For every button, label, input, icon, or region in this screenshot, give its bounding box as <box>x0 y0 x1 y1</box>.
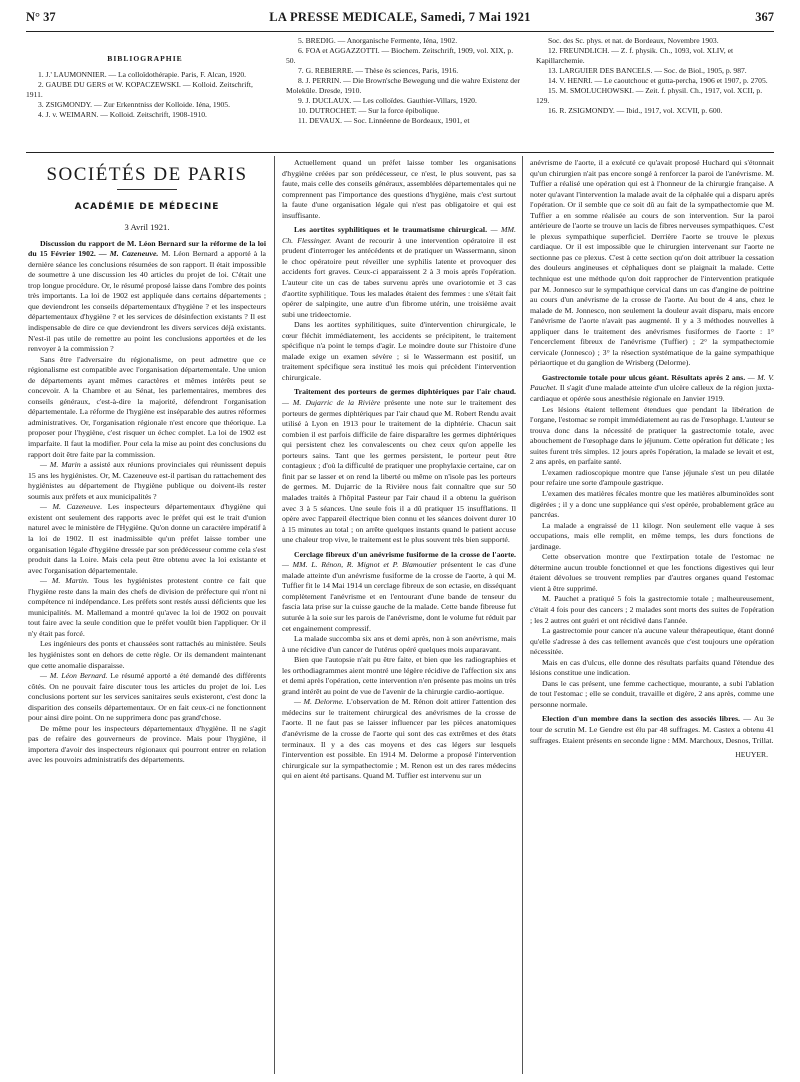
article-heading: Traitement des porteurs de germes diphtériques par l'air chaud. <box>294 387 516 397</box>
bibliography-column-3 <box>536 36 774 116</box>
column-divider <box>522 156 523 1074</box>
academy-heading: ACADÉMIE DE MÉDECINE <box>74 201 220 212</box>
article-heading: Gastrectomie totale pour ulcus géant. Résultats après 2 ans. <box>542 372 746 382</box>
column-divider <box>274 156 275 1074</box>
bib-entry: 5. BREDIG. — Anorganische Fermente, Iéna, 1902. <box>298 36 458 45</box>
paragraph-text: Avant de recourir à une intervention opératoire il est prudent d'interroger les antécédents et de pratiquer un Wassermann, sinon le choc opératoire peut réveiller une syphilis latente et provoquer des accidents fort graves. Ceux-ci apparaissent 2 à 3 mois après l'opération. L'auteur cite un cas de tabes survenu après une ovariotomie et 3 cas d'aortite syphilitique. Tous les malades étaient des femmes : une s'était fait opérer de salpingite, une autre d'un fibrome utérin, une troisième avait subi une trideectomie. <box>282 235 517 319</box>
journal-title: LA PRESSE MEDICALE, Samedi, 7 Mai 1921 <box>269 10 531 24</box>
paragraph: Sans être l'adversaire du régionalisme, on peut admettre que ce régionalisme est compatible avec l'organisation départementale. Une union de départements ayant mêmes caractères et mêmes intérêts peut se concevoir. A la Chambre et au Sénat, les parlementaires, membres des conseils généraux, c'est-à-dire la majorité, défendront l'organisation départementale. La réforme de l'hygiène est inséparable des autres réformes administratives. Or, l'organisation régionale n'est encore que théorique. La proposer pour l'hygiène, c'est risquer un échec complet. La loi de 1902 est imparfaite. Il faut la modifier. Pour cela la mise au point des conclusions du rapport doit être faite par la commission. <box>28 354 266 459</box>
bib-entry: 8. J. PERRIN. — Die Brown'sche Bewegung und die wahre Existenz der Molekûle. Dresde, 1910. <box>286 76 520 95</box>
paragraph: Bien que l'autopsie n'ait pu être faite, et bien que les radiographies et les orthodiagrammes aient montré une légère récidive de l'affection six ans et demi après l'opération, cette intervention n'en présente pas moins un très grand intérêt au point de vue de l'avenir de la chirurgie cardio-aortique. <box>282 655 516 696</box>
paragraph <box>28 671 266 724</box>
paragraph: Mais en cas d'ulcus, elle donne des résultats parfaits quand l'étendue des lésions constitue une indication. <box>530 657 774 678</box>
bib-entry: Soc. des Sc. phys. et nat. de Bordeaux, Novembre 1903. <box>548 36 719 45</box>
article-heading: Les aortites syphilitiques et le traumatisme chirurgical. <box>294 225 488 235</box>
discussion-heading <box>28 239 266 355</box>
bib-entry: 2. GAUBE DU GERS et W. KOPACZEWSKI. — Kolloid. Zeitschrift, 1911. <box>26 80 253 99</box>
section-title: SOCIÉTÉS DE PARIS <box>46 164 248 185</box>
article-column-3 <box>530 158 774 761</box>
header-rule <box>26 31 774 32</box>
paragraph: anévrisme de l'aorte, il a exécuté ce qu'avait proposé Huchard qui s'étonnait qu'un chirurgien n'ait pas encore songé à renforcer la paroi de l'anévrisme. M. Tuffier a réalisé une opération qui est à l'honneur de la chirurgie française. A noter qu'avant l'intervention la malade avait de la céphalée qui a disparu après l'opération. Or il semble que ce soit dû au fait de la sympathectomie que M. Tuffier a en somme réalisée au cours de son intervention. Sur la paroi antérieure de l'aorte se trouve un lacis de fibres nerveuses sympathiques. C'est le plexus sympathique superficiel. Derrière l'aorte se trouve le plexus cardiaque. Or il est impossible que le chirurgien intervenant sur l'aorte ne sectionne pas ce plexus. C'est à cette section qu'on doit attribuer la cessation des douleurs angineuses et céphaliques dont se plaignait la malade. Cette technique est une méthode qu'on doit rapprocher de l'intervention pratiquée par M. Jonnesco sur le sympathique cervical dans un cas d'angine de poitrine au cours d'un anévrisme de la crosse de l'aorte. Au bout de 4 ans, chez le malade de M. Jonnesco, non seulement la douleur avait disparu, mais encore l'anévrisme de l'aorte n'avait pas augmenté. Il y a 3 méthodes nouvelles à appliquer dans le traitement des anévrismes fusiformes de l'aorte : 1° l'encerclement fibreux de l'anévrisme (Tuffier) ; 2° la sympathectomie cervicale (Jonnesco) ; 3° la résection systématique de la gaine sympathique périaortique et du ganglion de Wrisberg (Delorme). <box>530 158 774 368</box>
paragraph: Dans le cas présent, une femme cachectique, mourante, a subi l'ablation de tout l'estomac ; elle se conduit, travaille et digère, 2 ans après, comme une personne normale. <box>530 678 774 709</box>
paragraph-text: a assisté aux réunions provinciales qui réunissent depuis 15 ans les hygiénistes. Or, M. Cazeneuve est-il partisan du rattachement des hygiénistes au département de l'hygiène publique ou doivent-ils rester soumis aux préfets et aux municipalités ? <box>28 460 266 501</box>
issue-number: N° 37 <box>26 10 56 24</box>
bib-entry: 11. DEVAUX. — Soc. Linnéenne de Bordeaux, 1901, et <box>298 116 470 125</box>
bib-entry: 16. R. ZSIGMONDY. — Ibid., 1917, vol. XCVII, p. 600. <box>548 106 723 115</box>
article-heading: Cerclage fibreux d'un anévrisme fusiforme de la crosse de l'aorte. <box>294 549 516 559</box>
meeting-date: 3 Avril 1921. <box>124 222 170 233</box>
paragraph-text: présentent le cas d'une malade atteinte d'un anévrisme fusiforme de la crosse de l'aorte, à qui M. Tuffier fit le 14 Mai 1914 un cerclage fibreux de son ectasie, en disséquant complètement l'anévrisme et en l'entourant d'une bande de tenseur du fascia lata prise sur la cuisse gauche de la malade. Cette bande fibreuse fut suturée à la soie sur les parois de l'anévrisme, dont le volume fut réduit par cet engainement compressif. <box>282 560 516 633</box>
paragraph: M. Léon Bernard a apporté à la dernière séance les conclusions résumées de son rapport. Il était impossible de soumettre à une discussion les 40 articles du projet de loi. C'était une trop longue procédure. Or, le résumé proposé laisse dans l'ombre des points très importants. La loi de 1902 est appliquée dans certains départements ; que deviendront les conseils départementaux d'hygiène ? et les inspecteurs départementaux d'hygiène ? et les services de désinfection existants ? Il est indispensable de dire ce que deviendront les divers services déjà existants. N'est-il pas utile de remettre au point les conclusions apportées et de les renvoyer à la commission ? <box>28 249 266 354</box>
paragraph: La malade succomba six ans et demi après, non à son anévrisme, mais à une récidive d'un cancer de l'utérus opéré quelques mois auparavant. <box>282 634 516 654</box>
paragraph <box>530 714 774 746</box>
article-heading: Election d'un membre dans la section des associés libres. <box>542 714 740 724</box>
speaker-name: — M. Léon Bernard. <box>40 671 108 681</box>
bib-entry: 15. M. SMOLUCHOWSKI. — Zeit. f. physil. Ch., 1917, vol. XCII, p. 129. <box>536 86 763 105</box>
paragraph <box>530 373 774 405</box>
article-column-2 <box>282 158 516 782</box>
speaker-name: — M. V. Pauchet. <box>530 372 774 393</box>
bib-entry: 13. LARGUIER DES BANCELS. — Soc. de Biol., 1905, p. 987. <box>548 66 747 75</box>
paragraph-text: — Au 3e tour de scrutin M. Le Gendre est élu par 48 suffrages. M. Castex a obtenu 41 suffrages. Etaient présents en seconde ligne : MM. Marchoux, Desnos, Trillat. <box>530 714 775 745</box>
speaker-name: — MM. L. Rénon, R. Mignot et P. Blamoutier <box>282 560 438 570</box>
paragraph <box>28 576 266 639</box>
bibliography-column-2 <box>286 36 520 126</box>
paragraph: Dans les aortites syphilitiques, suite d'intervention chirurgicale, le cœur fléchit immédiatement, les accidents se précipitent, le traitement spécifique n'a point le temps d'agir. Le moindre doute sur l'histoire d'une malade exige un examen sévère ; si le Wassermann est positif, un traitement spécifique sera institué les mois qui précèdent l'intervention chirurgicale. <box>282 320 516 382</box>
paragraph: Les ingénieurs des ponts et chaussées sont rattachés au ministère. Seuls les hygiénistes sont en dehors de cette règle. Or ils demandent maintenant que cette anomalie disparaisse. <box>28 639 266 670</box>
paragraph-text: L'observation de M. Rénon doit attirer l'attention des médecins sur le traitement chirurgical des anévrismes de la crosse de l'aorte. Il ne faut pas se laisser influencer par les pièces anatomiques d'anévrisme de la crosse de l'aorte qui sont des cas extrêmes et des états terminaux. Il y a des cas moyens et des cas légers sur lesquels l'intervention est possible. En 1914 M. Delorme a proposé l'intervention chirurgicale sur la sympathectomie ; M. Renon est un des rares médecins qui en aient été partisans. Quand M. Tuffier est intervenu sur un <box>282 697 516 781</box>
bib-entry: 7. G. REBIERRE. — Thèse ès sciences, Paris, 1916. <box>298 66 459 75</box>
paragraph: La malade a engraissé de 11 kilogr. Non seulement elle vaque à ses occupations, mais elle remplit, en même temps, les durs fonctions de jardinage. <box>530 520 774 551</box>
paragraph: Actuellement quand un préfet laisse tomber les organisations d'hygiène créées par son prédécesseur, ce n'est, le plus souvent, pas sa faute, mais celle des conseils généraux, assemblées départementales qui ne comprennent pas l'importance des questions d'hygiène, mais c'est surtout la faute d'une organisation légale qui n'est pas obligatoire et qui est insuffisante. <box>282 158 516 220</box>
speaker-name: — MM. Ch. Flessinger. <box>282 225 516 245</box>
page-number: 367 <box>755 10 774 24</box>
paragraph <box>282 550 516 634</box>
paragraph <box>28 460 266 502</box>
paragraph: L'examen radioscopique montre que l'anse jéjunale s'est un peu dilatée pour refaire une sorte d'ampoule gastrique. <box>530 467 774 488</box>
paragraph: La gastrectomie pour cancer n'a aucune valeur thérapeutique, étant donné qu'elle s'adresse à des cas tellement avancés que c'est toujours une opération nécessitée. <box>530 626 774 657</box>
speaker-name: — M. Cazeneuve. <box>98 249 159 259</box>
speaker-name: — M. Cazeneuve. <box>40 502 103 512</box>
paragraph <box>282 697 516 781</box>
bibliography <box>26 36 774 150</box>
bibliography-heading: BIBLIOGRAPHIE <box>107 54 183 63</box>
bib-entry: 6. FOA et AGGAZZOTTI. — Biochem. Zeitschrift, 1909, vol. XIX, p. 50. <box>286 46 514 65</box>
discussion-heading-text: Discussion du rapport de M. Léon Bernard sur la réforme de la loi du 15 Février 1902. <box>28 238 266 259</box>
paragraph-text: Les inspecteurs départementaux d'hygiène qui existent ont seulement des rapports avec le préfet qui est le trait d'union naturel avec le ministère de l'Hygiène. Qu'on donne un caractère impératif à la loi de 1902. Il est inadmissible qu'un préfet laisse tomber une organisation légale d'hygiène dressée par son prédécesseur comme cela s'est produit dans la Loire. Mais cela peut être obtenu avec la loi existante et avec l'organisation départementale. <box>28 502 266 575</box>
paragraph: De même pour les inspecteurs départementaux d'hygiène. Il ne s'agit pas de refaire des gouverneurs de province. Mais pour l'hygiène, il importera d'avoir des inspecteurs régionaux qui pourront entrer en relation avec les pouvoirs administratifs des départements. <box>28 723 266 765</box>
bibliography-rule <box>26 152 774 153</box>
bib-entry: 3. ZSIGMONDY. — Zur Erkenntniss der Kolloide. Iéna, 1905. <box>38 100 230 109</box>
speaker-name: — M. Dujarric de la Rivière <box>282 398 381 408</box>
paragraph: L'examen des matières fécales montre que les matières albuminoïdes sont digérées ; il y a donc une suppléance qui s'est opérée, probablement grâce au pancréas. <box>530 488 774 520</box>
bib-entry: 12. FREUNDLICH. — Z. f. physik. Ch., 1093, vol. XLIV, et Kapillarchemie. <box>536 46 734 65</box>
bibliography-column-1 <box>26 36 264 120</box>
bib-entry: 9. J. DUCLAUX. — Les colloïdes. Gauthier-Villars, 1920. <box>298 96 477 105</box>
paragraph: M. Pauchet a pratiqué 5 fois la gastrectomie totale ; malheureusement, c'était 4 fois pour des cancers ; 2 malades sont morts des suites de l'opération ; les 2 autres ont guéri et ont récidivé dans l'année. <box>530 594 774 625</box>
speaker-name: — M. Delorme. <box>294 697 344 707</box>
paragraph <box>282 387 516 545</box>
bib-entry: 10. DUTROCHET. — Sur la force épibolique. <box>298 106 440 115</box>
author-signature: HEUYER. <box>735 750 768 760</box>
paragraph <box>282 225 516 320</box>
bib-entry: 1. J.' LAUMONNIER. — La colloïdothérapie. Paris, F. Alcan, 1920. <box>38 70 247 79</box>
title-rule <box>117 189 177 190</box>
paragraph-text: Le résumé apporté a été demandé des différents côtés. On ne pouvait faire discuter tous les articles du projet de loi. Les conclusions portent sur les services sanitaires seuls existeront, c'est donc la disparition des conseils départementaux. Or en fait ceux-ci ne fonctionnent pour ainsi dire point. On ne supprimera donc pas grand'chose. <box>28 671 266 723</box>
bib-entry: 14. V. HENRI. — Le caoutchouc et gutta-percha, 1906 et 1907, p. 2705. <box>548 76 768 85</box>
speaker-name: — M. Marin <box>40 460 81 470</box>
bib-entry: 4. J. v. WEIMARN. — Kolloid. Zeitschrift, 1908-1910. <box>38 110 207 119</box>
paragraph-text: présente une note sur le traitement des porteurs de germes diphtériques par l'air chaud que M. Robert Rendu avait utilisé à Lyon en 1913 pour le traitement de la diphtérie. Chacun sait combien il est parfois difficile de faire disparaître les germes diphtériques qui persistent chez les convalescents ou chez ceux qu'on appelle les porteurs sains. Tant que les germes persistent, le porteur peut être contagieux ; d'où la difficulté de pratiquer une prophylaxie certaine, car on finit par se lasser et on rend la liberté ou même on n'isole pas les porteurs de germes. M. Dujarric de la Rivière nous fait connaître que sur 50 malades traités à l'hôpital Pasteur par l'air chaud il a obtenu la guérison avec 3 à 5 séances. Une seule fois il a dû pratiquer 15 insufflations. Il opère avec l'appareil électrique bien connu et les séances doivent durer 10 à 15 minutes au total ; on arrête quelques instants quand le patient accuse une chaleur trop vive, le traitement est le plus souvent très bien supporté. <box>282 398 517 545</box>
running-header <box>26 10 774 26</box>
speaker-name: — M. Martin. <box>40 576 89 586</box>
paragraph: Cette observation montre que l'extirpation totale de l'estomac ne détermine aucun trouble fonctionnel et que les fonctions digestives qui leur étaient dévolues se trouvent remplies par d'autres organes quand l'estomac vient à être supprimé. <box>530 552 774 593</box>
paragraph <box>28 502 266 576</box>
paragraph-text: Il s'agit d'une malade atteinte d'un ulcère calleux de la région juxta-cardiaque et opérée sous anesthésie régionale en Janvier 1919. <box>530 383 774 404</box>
paragraph: Les lésions étaient tellement étendues que pendant la libération de l'organe, l'estomac se rompit immédiatement au ras de l'œsophage. L'auteur se trouva donc dans la nécessité de pratiquer la gastrectomie totale, avec abouchement de l'œsophage dans le jéjunum. Cette opération fut délicate ; les suites furent très simples. 12 jours après l'opération, la malade se levait et est, 2 ans après, en parfaite santé. <box>530 404 774 467</box>
article-column-1 <box>28 158 266 766</box>
paragraph-text: Tous les hygiénistes protestent contre ce fait que l'hygiène reste dans la main des chefs de division de préfecture qui n'ont ni compétence ni indépendance. Les préfets sont restés aussi déficients que les municipalités. M. Mallemand a montré qu'avec la loi de 1902 on pouvait tout faire avec la seule condition que le préfet voulût bien l'appliquer. Or il n'y était pas forcé. <box>28 576 267 638</box>
